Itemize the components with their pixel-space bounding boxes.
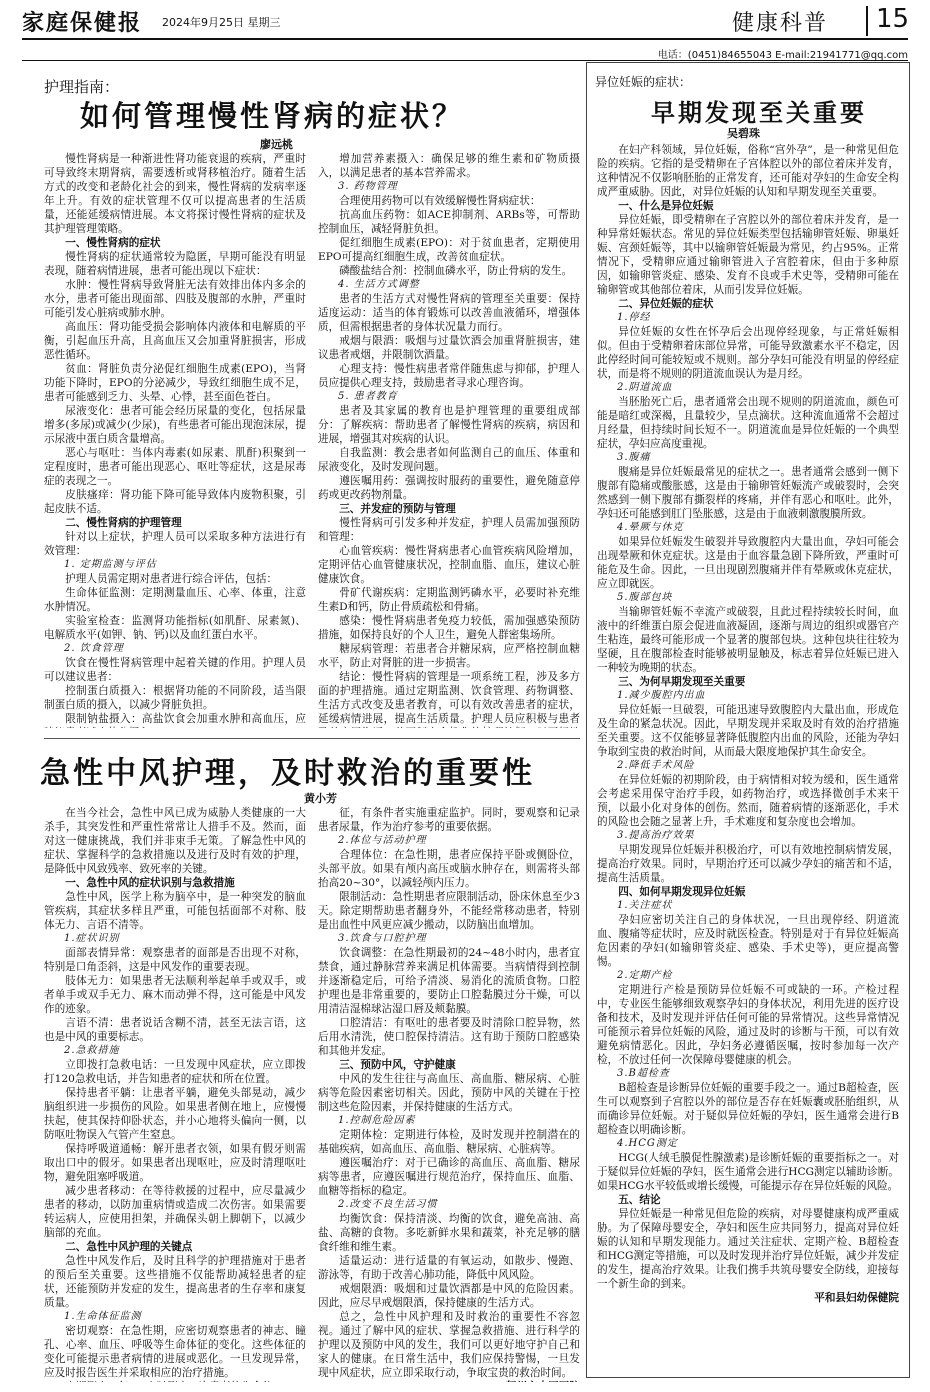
- article3-box: [586, 62, 910, 1378]
- article2-title: 急性中风护理，及时救治的重要性: [40, 756, 535, 791]
- paragraph: 皮肤瘙痒：肾功能下降可能导致体内废物积聚，引起皮肤不适。: [44, 489, 306, 515]
- paragraph: HCG(人绒毛膜促性腺激素)是诊断妊娠的重要指标之一。对于疑似异位妊娠的孕妇，医生通常会进行HCG测定以辅助诊断。如果HCG水平较低或增长缓慢，可能提示存在异位妊娠的风险。: [597, 1152, 899, 1192]
- article-divider: [44, 738, 580, 739]
- paragraph: 总之，急性中风护理和及时救治的重要性不容忽视。通过了解中风的症状、掌握急救措施、进行科学的护理以及预防中风的发生，我们可以更好地守护自己和家人的健康。在日常生活中，我们应保持警惕，一旦发现中风症状，应立即采取行动，争取宝贵的救治时间。: [318, 1311, 580, 1379]
- paragraph: 戒烟与限酒：吸烟与过量饮酒会加重肾脏损害，建议患者戒烟，并限制饮酒量。: [318, 335, 580, 361]
- paragraph: 自我监测：教会患者如何监测自己的血压、体重和尿液变化，及时发现问题。: [318, 447, 580, 473]
- paragraph: 中风的发生往往与高血压、高血脂、糖尿病、心脏病等危险因素密切相关。因此，预防中风的关键在于控制这些危险因素，并保持健康的生活方式。: [318, 1073, 580, 1113]
- masthead-rule: [22, 38, 908, 40]
- paragraph: 密切观察：在急性期，应密切观察患者的神志、瞳孔、心率、血压、呼吸等生命体征的变化。这些体征的变化可能提示患者病情的进展或恶化。一旦发现异常，应及时报告医生并采取相应的治疗措施。: [44, 1325, 306, 1379]
- subsection-heading: 1.症状识别: [64, 933, 120, 944]
- paragraph: 心血管疾病：慢性肾病患者心血管疾病风险增加，定期评估心血管健康状况，控制血脂、血压，建议心脏健康饮食。: [318, 545, 580, 585]
- paragraph: 孕妇应密切关注自己的身体状况，一旦出现停经、阴道流血、腹痛等症状时，应及时就医检查。特别是对于有异位妊娠高危因素的孕妇(如输卵管炎症、感染、手术史等)，更应提高警惕。: [597, 914, 899, 968]
- paragraph: 护理人员需定期对患者进行综合评估，包括：: [65, 573, 278, 585]
- paragraph: 减少患者移动：在等待救援的过程中，应尽量减少患者的移动，以防加重病情或造成二次伤害。如果需要转运病人，应使用担架，并确保头朝上脚朝下，以减少脑部的充血。: [44, 1185, 306, 1239]
- subsection-heading: 3. 药物管理: [338, 181, 398, 192]
- paragraph: 增加营养素摄入：确保足够的维生素和矿物质摄入，以满足患者的基本营养需求。: [318, 153, 580, 179]
- paragraph: 慢性肾病是一种渐进性肾功能衰退的疾病，严重时可导致终末期肾病，需要透析或肾移植治疗。随着生活方式的改变和老龄化社会的到来，慢性肾病的发病率逐年上升。有效的症状管理不仅可以提高患者的生活质量，还能延缓病情进展。本文将探讨慢性肾病的症状及其护理管理策略。: [44, 153, 306, 235]
- paragraph: 当胚胎死亡后，患者通常会出现不规则的阴道流血，颜色可能是暗红或深褐，且量较少，呈点滴状。这种流血通常不会超过月经量，但持续时间长短不一。阴道流血是异位妊娠的一个典型症状，孕妇应高度重视。: [597, 396, 899, 450]
- header-rule: [22, 60, 908, 61]
- paragraph: 患者及其家属的教育也是护理管理的重要组成部分：了解疾病：帮助患者了解慢性肾病的疾病，病因和进展，增强其对疾病的认识。: [318, 405, 580, 445]
- subsection-heading: 2. 饮食管理: [64, 643, 124, 654]
- masthead-divider: [866, 6, 868, 36]
- paragraph: 戒烟限酒：吸烟和过量饮酒都是中风的危险因素。因此，应尽早戒烟限酒，保持健康的生活方式。: [318, 1283, 580, 1309]
- paragraph: B超检查是诊断异位妊娠的重要手段之一。通过B超检查，医生可以观察到子宫腔以外的部位是否存在妊娠囊或胚胎组织，从而确诊异位妊娠。对于疑似异位妊娠的孕妇，医生通常会进行B超检查以明确诊断。: [597, 1082, 899, 1136]
- subsection-heading: 1.停经: [617, 312, 651, 323]
- paragraph: 实验室检查：监测肾功能指标(如肌酐、尿素氮)、电解质水平(如钾、钠、钙)以及血红蛋白水平。: [44, 615, 306, 641]
- paragraph: 均衡饮食：保持清淡、均衡的饮食，避免高油、高盐、高糖的食物。多吃新鲜水果和蔬菜，补充足够的膳食纤维和维生素。: [318, 1213, 580, 1253]
- paragraph: 异位妊娠是一种常见但危险的疾病，对母婴健康构成严重威胁。为了保障母婴安全，孕妇和医生应共同努力，提高对异位妊娠的认知和早期发现能力。通过关注症状、定期产检、B超检查和HCG测定等措施，可以及时发现并治疗异位妊娠，减少并发症的发生，提高治疗效果。让我们携手共筑母婴安全防线，迎接每一个新生命的到来。: [597, 1208, 899, 1290]
- paragraph: 适量运动：进行适量的有氧运动，如散步、慢跑、游泳等，有助于改善心肺功能，降低中风风险。: [318, 1255, 580, 1281]
- paragraph: 患者的生活方式对慢性肾病的管理至关重要：保持适度运动：适当的体育锻炼可以改善血液循环，增强体质，但需根据患者的身体状况量力而行。: [318, 293, 580, 333]
- page-number: 15: [876, 4, 910, 34]
- article2-column-2: [318, 806, 580, 1382]
- paragraph: 面部表情异常：观察患者的面部是否出现不对称，特别是口角歪斜，这是中风发作的重要表现。: [44, 947, 306, 973]
- paragraph: 肢体无力：如果患者无法顺利举起单手或双手，或者单手或双手无力、麻木而动弹不得，这可能是中风发作的迹象。: [44, 975, 306, 1015]
- paragraph: 饮食调整：在急性期最初的24~48小时内，患者宜禁食，通过静脉营养来满足机体需要。当病情得到控制并逐渐稳定后，可给予清淡、易消化的流质食物。口腔护理也是非常重要的，要防止口腔黏膜过分干燥，可以用清洁湿棉球沾湿口唇及颊黏膜。: [318, 947, 580, 1015]
- paragraph: 恶心与呕吐：当体内毒素(如尿素、肌酐)积聚到一定程度时，患者可能出现恶心、呕吐等症状，这是尿毒症的表现之一。: [44, 447, 306, 487]
- section-heading: 二、慢性肾病的护理管理: [65, 517, 182, 529]
- article2-column-1: [44, 806, 306, 1382]
- article1-author: 廖远桃: [260, 138, 293, 151]
- paragraph: 如果异位妊娠发生破裂并导致腹腔内大量出血，孕妇可能会出现晕厥和休克症状。这是由于血容量急剧下降所致，严重时可能危及生命。因此，一旦出现剧烈腹痛并伴有晕厥或休克症状，应立即就医。: [597, 536, 899, 590]
- subsection-heading: 2.阴道流血: [617, 382, 673, 393]
- paragraph: 立即拨打急救电话：一旦发现中风症状，应立即拨打120急救电话，并告知患者的症状和所在位置。: [44, 1059, 306, 1085]
- subsection-heading: 4.晕厥与休克: [617, 522, 684, 533]
- paragraph: 征，有条件者实施重症监护。同时，要观察和记录患者尿量，作为治疗参考的重要依据。: [318, 807, 580, 833]
- paragraph: 高血压：肾功能受损会影响体内液体和电解质的平衡，引起血压升高，且高血压又会加重肾脏损害，形成恶性循环。: [44, 321, 306, 361]
- paragraph: 生命体征监测：定期测量血压、心率、体重，注意水肿情况。: [44, 587, 306, 613]
- article1-lead: 护理指南：: [44, 78, 120, 96]
- paragraph: 在当今社会，急性中风已成为威胁人类健康的一大杀手，其突发性和严重性常常让人措手不及。然而，面对这一健康挑战，我们并非束手无策。了解急性中风的症状、掌握科学的急救措施以及进行及时有效的护理，是降低中风致残率、致死率的关键。: [44, 807, 306, 875]
- paragraph: 限制钠盐摄入：高盐饮食会加重水肿和高血压，应: [65, 713, 306, 725]
- paragraph: 水肿：慢性肾病导致肾脏无法有效排出体内多余的水分，患者可能出现面部、四肢及腹部的水肿，严重时可能引发心脏病或肺水肿。: [44, 279, 306, 319]
- paragraph: 口腔清洁：有呕吐的患者要及时清除口腔异物，然后用水清洗，使口腔保持清洁。这有助于预防口腔感染和其他并发症。: [318, 1017, 580, 1057]
- article3-title: 早期发现至关重要: [651, 98, 867, 127]
- paragraph: 慢性肾病的症状通常较为隐匿，早期可能没有明显表现，随着病情进展，患者可能出现以下症状：: [44, 251, 306, 277]
- paragraph: 腹痛是异位妊娠最常见的症状之一。患者通常会感到一侧下腹部有隐痛或酸胀感，这是由于输卵管妊娠流产或破裂时，会突然感到一侧下腹部有撕裂样的疼痛，并伴有恶心和呕吐。此外，孕妇还可能感到肛门坠胀感，这是由于血液刺激腹膜所致。: [597, 466, 899, 520]
- subsection-heading: 5. 患者教育: [338, 391, 398, 402]
- section-heading: 三、为何早期发现至关重要: [618, 676, 746, 688]
- article2-author: 黄小芳: [304, 792, 337, 805]
- article3-author: 吴碧珠: [727, 127, 760, 140]
- section-heading: 四、如何早期发现异位妊娠: [618, 886, 746, 898]
- paragraph: 结论：慢性肾病的管理是一项系统工程，涉及多方面的护理措施。通过定期监测、饮食管理、药物调整、生活方式改变及患者教育，可以有效改善患者的症状，延缓病情进展，提高生活质量。护理人员应积极与患者: [318, 671, 580, 725]
- paragraph: 促红细胞生成素(EPO)：对于贫血患者，定期使用EPO可提高红细胞生成，改善贫血症状。: [318, 237, 580, 263]
- article1-title: 如何管理慢性肾病的症状？: [80, 99, 465, 133]
- subsection-heading: 2.体位与活动护理: [338, 835, 427, 846]
- paragraph: 合理体位：在急性期，患者应保持平卧或侧卧位，头部平放。如果有颅内高压或脑水肿存在，则需将头部抬高20~30°，以减轻颅内压力。: [318, 849, 580, 889]
- paragraph: 贫血：肾脏负责分泌促红细胞生成素(EPO)，当肾功能下降时，EPO的分泌减少，导致红细胞生成不足，患者可能感到乏力、头晕、心悸，甚至面色苍白。: [44, 363, 306, 403]
- paragraph: 合理使用药物可以有效缓解慢性肾病症状：: [339, 195, 541, 207]
- paragraph: 感染：慢性肾病患者免疫力较低，需加强感染预防措施，如保持良好的个人卫生，避免人群密集场所。: [318, 615, 580, 641]
- section-heading: 二、急性中风护理的关键点: [65, 1241, 193, 1253]
- paragraph: 言语不清：患者说话含糊不清，甚至无法言语，这也是中风的重要标志。: [44, 1017, 306, 1043]
- article-source: 平和县妇幼保健院: [814, 1292, 899, 1304]
- paragraph: 保持呼吸道通畅：解开患者衣领，如果有假牙则需取出口中的假牙。如果患者出现呕吐，应及时清理呕吐物，避免阻塞呼吸道。: [44, 1143, 306, 1183]
- paragraph: 抗高血压药物：如ACE抑制剂、ARBs等，可帮助控制血压，减轻肾脏负担。: [318, 209, 580, 235]
- subsection-heading: 1.减少腹腔内出血: [617, 690, 706, 701]
- subsection-heading: 5.腹部包块: [617, 592, 673, 603]
- subsection-heading: 1.关注症状: [617, 900, 673, 911]
- paragraph: 限制活动：急性期患者应限制活动，卧床休息至少3天。除定期帮助患者翻身外，不能经常移动患者，特别是出血性中风更应减少搬动，以防脑出血增加。: [318, 891, 580, 931]
- paragraph: 慢性肾病可引发多种并发症，护理人员需加强预防和管理：: [318, 517, 580, 543]
- paragraph: 当输卵管妊娠不幸流产或破裂，且此过程持续较长时间，血液中的纤维蛋白原会促进血液凝固，逐渐与周边的组织或器官产生粘连，最终可能形成一个显著的腹部包块。这种包块往往较为坚硬，且在腹部检查时能够被明显触及，标志着异位妊娠已进入一种较为晚期的状态。: [597, 606, 899, 674]
- paragraph: 急性中风发作后，及时且科学的护理措施对于患者的预后至关重要。这些措施不仅能帮助减轻患者的症状，还能预防并发症的发生，提高患者的生存率和康复质量。: [44, 1255, 306, 1309]
- paragraph: 饮食在慢性肾病管理中起着关键的作用。护理人员可以建议患者：: [44, 657, 306, 683]
- paragraph: 控制蛋白质摄入：根据肾功能的不同阶段，适当限制蛋白质的摄入，以减少肾脏负担。: [44, 685, 306, 711]
- paragraph: 在异位妊娠的初期阶段，由于病情相对较为缓和，医生通常会考虑采用保守治疗手段，如药物治疗，或选择微创手术来干预，以最小化对身体的创伤。然而，随着病情的逐渐恶化，手术的风险也会随之显著上升，手术难度和复杂度也会增加。: [597, 774, 899, 828]
- section-heading: 五、结论: [618, 1194, 661, 1206]
- subsection-heading: 1.控制危险因素: [338, 1115, 416, 1126]
- section-heading: 二、异位妊娠的症状: [618, 298, 714, 310]
- paragraph: 定期进行产检是预防异位妊娠不可或缺的一环。产检过程中，专业医生能够细致观察孕妇的身体状况，利用先进的医疗设备和技术，及时发现并评估任何可能的异常情况。这些异常情况可能预示着异位妊娠的风险，通过及时的诊断与干预，可以有效避免病情恶化。因此，孕妇务必遵循医嘱，按时参加每一次产检，不放过任何一次保障母婴健康的机会。: [597, 984, 899, 1066]
- subsection-heading: 3.提高治疗效果: [617, 830, 695, 841]
- paragraph: 异位妊娠，即受精卵在子宫腔以外的部位着床并发育，是一种异常妊娠状态。常见的异位妊娠类型包括输卵管妊娠、卵巢妊娠、宫颈妊娠等，其中以输卵管妊娠最为常见，约占95%。正常情况下，受精卵应通过输卵管进入子宫腔着床，但由于多种原因，如输卵管炎症、感染、发育不良或手术史等，受精卵可能在输卵管或其他部位着床，从而引发异位妊娠。: [597, 214, 899, 296]
- article1-column-2: [318, 152, 580, 728]
- subsection-heading: 3.饮食与口腔护理: [338, 933, 427, 944]
- section-heading: 一、什么是异位妊娠: [618, 200, 714, 212]
- subsection-heading: 1.生命体征监测: [64, 1311, 142, 1322]
- paragraph: [44, 1380, 306, 1382]
- paragraph: 针对以上症状，护理人员可以采取多种方法进行有效管理：: [44, 531, 306, 557]
- paragraph: 遵医嘱治疗：对于已确诊的高血压、高血脂、糖尿病等患者，应遵医嘱进行规范治疗，保持血压、血脂、血糖等指标的稳定。: [318, 1157, 580, 1197]
- article3-lead: 异位妊娠的症状：: [595, 75, 692, 89]
- paragraph: 遵医嘱用药：强调按时服药的重要性，避免随意停药或更改药物剂量。: [318, 475, 580, 501]
- section-heading: 一、急性中风的症状识别与急救措施: [65, 877, 235, 889]
- subsection-heading: 2.降低手术风险: [617, 760, 695, 771]
- section-heading: 三、并发症的预防与管理: [339, 503, 456, 515]
- paragraph: 异位妊娠的女性在怀孕后会出现停经现象，与正常妊娠相似。但由于受精卵着床部位异常，可能导致激素水平不稳定，因此停经时间可能较短或不规则。部分孕妇可能没有明显的停经症状，而是将不规则的阴道流血误认为是月经。: [597, 326, 899, 380]
- article3-column: [597, 143, 899, 1371]
- subsection-heading: 2.急救措施: [64, 1045, 120, 1056]
- subsection-heading: 2.定期产检: [617, 970, 673, 981]
- section-heading: 三、预防中风，守护健康: [339, 1059, 456, 1071]
- subsection-heading: 4. 生活方式调整: [338, 279, 420, 290]
- subsection-heading: 3.腹痛: [617, 452, 651, 463]
- paragraph: 异位妊娠一旦破裂，可能迅速导致腹腔内大量出血，形成危及生命的紧急状况。因此，早期发现并采取及时有效的治疗措施至关重要。这不仅能够显著降低腹腔内出血的风险，还能为孕妇争取到宝贵的救治时间，从而最大限度地保护其生命安全。: [597, 704, 899, 758]
- subsection-heading: 4.HCG测定: [617, 1138, 678, 1149]
- paragraph: 早期发现异位妊娠并积极治疗，可以有效地控制病情发展，提高治疗效果。同时，早期治疗还可以减少孕妇的痛苦和不适，提高生活质量。: [597, 844, 899, 884]
- paragraph: 在妇产科领域，异位妊娠，俗称“宫外孕”，是一种常见但危险的疾病。它指的是受精卵在子宫体腔以外的部位着床并发育，这种情况不仅影响胚胎的正常发育，还可能对孕妇的生命安全构成严重威胁。因此，对异位妊娠的认知和早期发现至关重要。: [597, 144, 899, 198]
- subsection-heading: 2.改变不良生活习惯: [338, 1199, 438, 1210]
- section-heading: 一、慢性肾病的症状: [65, 237, 161, 249]
- contact-info: 电话：(0451)84655043 E-mail:21941771@qq.com: [657, 50, 908, 61]
- paragraph: 骨矿代谢疾病：定期监测钙磷水平，必要时补充维生素D和钙，防止骨质疏松和骨痛。: [318, 587, 580, 613]
- paper-name: 家庭保健报: [22, 10, 143, 36]
- paragraph: 糖尿病管理：若患者合并糖尿病，应严格控制血糖水平，防止对肾脏的进一步损害。: [318, 643, 580, 669]
- issue-date: 2024年9月25日 星期三: [162, 16, 281, 29]
- paragraph: 急性中风，医学上称为脑卒中，是一种突发的脑血管疾病，其症状多样且严重，可能包括面部不对称、肢体无力、言语不清等。: [44, 891, 306, 931]
- article1-column-1: [44, 152, 306, 728]
- subsection-heading: 1. 定期监测与评估: [64, 559, 157, 570]
- paragraph: 尿液变化：患者可能会经历尿量的变化，包括尿量增多(多尿)或减少(少尿)，有些患者可能出现泡沫尿，提示尿液中蛋白质含量增高。: [44, 405, 306, 445]
- paragraph: 定期体检：定期进行体检，及时发现并控制潜在的基础疾病，如高血压、高血脂、糖尿病、心脏病等。: [318, 1129, 580, 1155]
- subsection-heading: 3.B超检查: [617, 1068, 670, 1079]
- paragraph: 保持患者平躺：让患者平躺，避免头部晃动，减少脑组织进一步损伤的风险。如果患者侧在地上，应慢慢扶起，使其保持仰卧状态，并小心地将头偏向一侧，以防呕吐物误入气管产生窒息。: [44, 1087, 306, 1141]
- paragraph: 心理支持：慢性病患者常伴随焦虑与抑郁，护理人员应提供心理支持，鼓励患者寻求心理咨询。: [318, 363, 580, 389]
- section-name: 健康科普: [732, 11, 829, 36]
- paragraph: 磷酸盐结合剂：控制血磷水平，防止骨病的发生。: [339, 265, 573, 277]
- article-source: [318, 1380, 580, 1382]
